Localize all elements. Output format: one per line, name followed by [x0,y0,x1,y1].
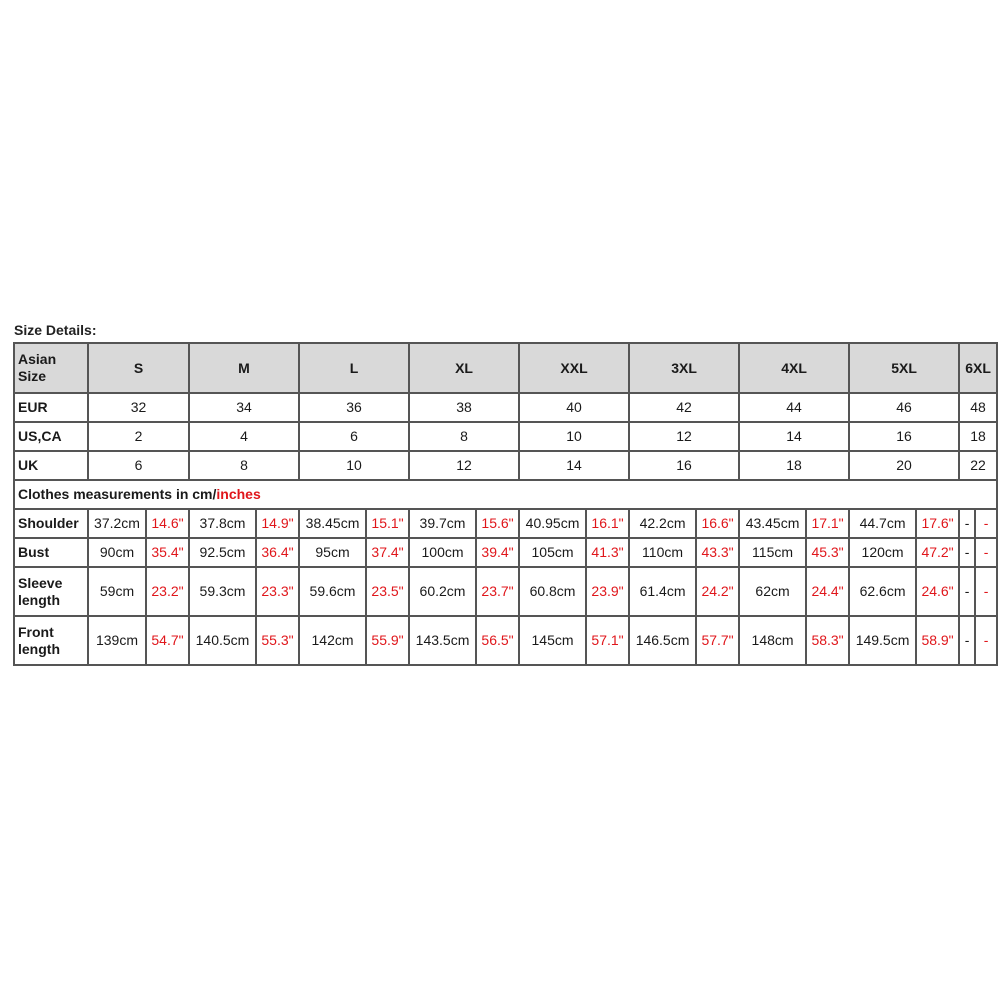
conversion-value: 4 [189,422,299,451]
size-header-cell: 4XL [739,343,849,393]
measurement-cm-value: 92.5cm [189,538,256,567]
measurement-inch-value: 24.2" [696,567,739,616]
measurement-cm-value: 59cm [88,567,146,616]
conversion-value: 10 [519,422,629,451]
size-header-cell: S [88,343,189,393]
measurement-cm-value: 60.8cm [519,567,586,616]
measurement-cm-value: - [959,616,975,665]
measurement-inch-value: 41.3" [586,538,629,567]
measurement-row-label: Sleeve length [14,567,88,616]
measurement-cm-value: 95cm [299,538,366,567]
measurement-inch-value: 57.1" [586,616,629,665]
measurement-inch-value: 55.3" [256,616,299,665]
measurement-inch-value: 23.9" [586,567,629,616]
conversion-value: 14 [739,422,849,451]
measurement-inch-value: 24.6" [916,567,959,616]
conversion-value: 48 [959,393,997,422]
measurement-inch-value: 57.7" [696,616,739,665]
measurement-cm-value: 40.95cm [519,509,586,538]
measurement-inch-value: 23.7" [476,567,519,616]
measurement-inch-value: 39.4" [476,538,519,567]
conversion-row [14,422,997,451]
measurement-inch-value: 24.4" [806,567,849,616]
size-header-cell: L [299,343,409,393]
measurement-cm-value: 105cm [519,538,586,567]
conversion-row-label: US,CA [14,422,88,451]
conversion-value: 8 [189,451,299,480]
conversion-value: 36 [299,393,409,422]
measurement-row-label: Bust [14,538,88,567]
measurement-cm-value: 115cm [739,538,806,567]
measurement-inch-value: 43.3" [696,538,739,567]
measurement-inch-value: 56.5" [476,616,519,665]
conversion-value: 12 [409,451,519,480]
size-chart-table [13,342,998,666]
measurement-cm-value: 60.2cm [409,567,476,616]
conversion-value: 20 [849,451,959,480]
measurement-cm-value: 37.2cm [88,509,146,538]
measurement-cm-value: 59.6cm [299,567,366,616]
measurement-inch-value: 15.1" [366,509,409,538]
conversion-value: 18 [959,422,997,451]
measurement-note-prefix: Clothes measurements in cm/ [18,486,217,502]
measurement-row [14,538,997,567]
measurement-inch-value: 36.4" [256,538,299,567]
conversion-value: 40 [519,393,629,422]
measurement-row [14,567,997,616]
conversion-value: 14 [519,451,629,480]
conversion-row [14,393,997,422]
measurement-row [14,509,997,538]
measurement-inch-value: 23.5" [366,567,409,616]
size-header-cell: M [189,343,299,393]
measurement-inch-value: 35.4" [146,538,189,567]
measurement-inch-value: 17.1" [806,509,849,538]
conversion-row-label: UK [14,451,88,480]
measurement-note-inches: inches [216,486,261,502]
conversion-value: 34 [189,393,299,422]
measurement-cm-value: 142cm [299,616,366,665]
size-header-cell: XL [409,343,519,393]
measurement-cm-value: 39.7cm [409,509,476,538]
measurement-cm-value: 146.5cm [629,616,696,665]
conversion-value: 10 [299,451,409,480]
conversion-row [14,451,997,480]
size-details-caption: Size Details: [14,322,97,338]
measurement-note-row [14,480,997,509]
size-header-cell: 6XL [959,343,997,393]
measurement-inch-value: 23.2" [146,567,189,616]
measurement-cm-value: 62.6cm [849,567,916,616]
measurement-cm-value: - [959,567,975,616]
measurement-cm-value: 62cm [739,567,806,616]
measurement-cm-value: 38.45cm [299,509,366,538]
conversion-value: 6 [299,422,409,451]
measurement-inch-value: 58.3" [806,616,849,665]
measurement-row-label: Front length [14,616,88,665]
measurement-inch-value: 15.6" [476,509,519,538]
measurement-inch-value: 14.9" [256,509,299,538]
measurement-row-label: Shoulder [14,509,88,538]
conversion-value: 32 [88,393,189,422]
conversion-value: 42 [629,393,739,422]
measurement-cm-value: 140.5cm [189,616,256,665]
measurement-inch-value: 58.9" [916,616,959,665]
measurement-cm-value: 61.4cm [629,567,696,616]
conversion-value: 16 [629,451,739,480]
measurement-cm-value: 59.3cm [189,567,256,616]
measurement-inch-value: - [975,567,997,616]
header-row [14,343,997,393]
measurement-cm-value: 145cm [519,616,586,665]
size-header-cell: 5XL [849,343,959,393]
conversion-value: 6 [88,451,189,480]
measurement-inch-value: 17.6" [916,509,959,538]
measurement-cm-value: 110cm [629,538,696,567]
measurement-note [14,480,997,509]
measurement-inch-value: 14.6" [146,509,189,538]
measurement-cm-value: 37.8cm [189,509,256,538]
measurement-cm-value: 149.5cm [849,616,916,665]
measurement-cm-value: 43.45cm [739,509,806,538]
measurement-cm-value: - [959,538,975,567]
conversion-value: 46 [849,393,959,422]
measurement-cm-value: 42.2cm [629,509,696,538]
measurement-inch-value: 23.3" [256,567,299,616]
conversion-value: 8 [409,422,519,451]
size-header-cell: 3XL [629,343,739,393]
conversion-row-label: EUR [14,393,88,422]
conversion-value: 22 [959,451,997,480]
measurement-inch-value: 16.1" [586,509,629,538]
measurement-cm-value: 90cm [88,538,146,567]
measurement-inch-value: - [975,616,997,665]
measurement-cm-value: 44.7cm [849,509,916,538]
measurement-cm-value: 139cm [88,616,146,665]
measurement-inch-value: - [975,538,997,567]
measurement-inch-value: 55.9" [366,616,409,665]
measurement-inch-value: 47.2" [916,538,959,567]
measurement-cm-value: 148cm [739,616,806,665]
asian-size-label: Asian Size [14,343,88,393]
measurement-inch-value: 45.3" [806,538,849,567]
measurement-cm-value: 120cm [849,538,916,567]
conversion-value: 16 [849,422,959,451]
measurement-inch-value: 37.4" [366,538,409,567]
size-header-cell: XXL [519,343,629,393]
conversion-value: 2 [88,422,189,451]
conversion-value: 18 [739,451,849,480]
conversion-value: 44 [739,393,849,422]
conversion-value: 12 [629,422,739,451]
measurement-inch-value: - [975,509,997,538]
conversion-value: 38 [409,393,519,422]
measurement-cm-value: 143.5cm [409,616,476,665]
measurement-cm-value: 100cm [409,538,476,567]
measurement-inch-value: 54.7" [146,616,189,665]
measurement-inch-value: 16.6" [696,509,739,538]
measurement-cm-value: - [959,509,975,538]
measurement-row [14,616,997,665]
